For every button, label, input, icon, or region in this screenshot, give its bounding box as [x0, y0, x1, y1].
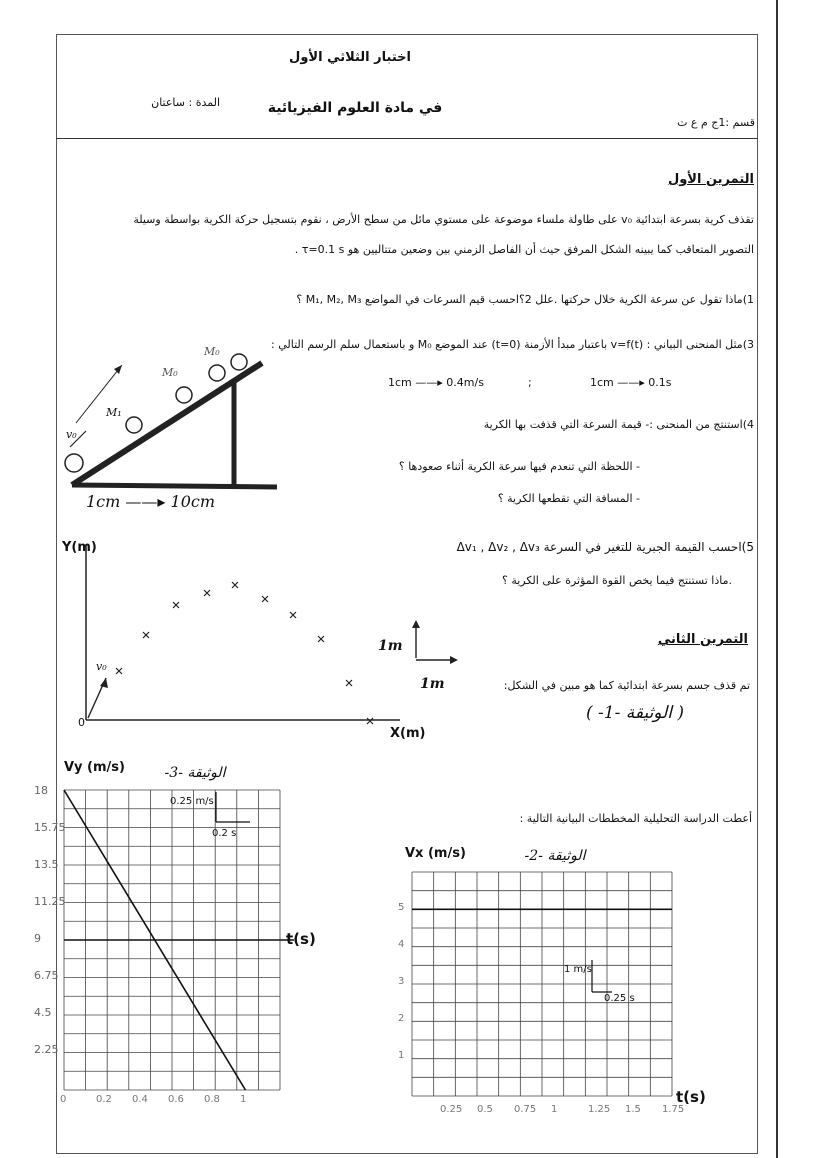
duration-label: المدة : ساعتان — [151, 96, 220, 109]
label-v0: v₀ — [66, 428, 77, 441]
doc3-xtick: 1 — [240, 1094, 247, 1105]
subject-title: في مادة العلوم الفيزيائية — [267, 100, 443, 116]
exam-title: اختبار الثلاثي الأول — [289, 50, 411, 65]
question-5-b: .ماذا تستنتج فيما يخص القوة المؤثرة على الكرية ؟ — [501, 574, 732, 587]
doc2-xtick: 0.25 — [440, 1104, 463, 1115]
label-m0-b: M₀ — [204, 345, 220, 358]
scale-time: 1cm ——▸ 0.1s — [590, 376, 672, 389]
doc2-ytick: 4 — [398, 939, 405, 950]
right-edge-line — [776, 0, 778, 1158]
doc2-ytick: 5 — [398, 902, 405, 913]
traj-scale-x: 1m — [420, 676, 445, 692]
doc2-scale-t: 0.25 s — [604, 993, 635, 1004]
doc2-xtick: 0.5 — [477, 1104, 493, 1115]
doc2-xtick: 1.25 — [588, 1104, 611, 1115]
scale-separator: ; — [528, 376, 532, 389]
traj-xlabel: X(m) — [390, 726, 426, 741]
doc3-ytick: 6.75 — [34, 969, 59, 982]
header-divider — [56, 138, 758, 139]
traj-scale-y: 1m — [378, 638, 403, 654]
doc3-ytick: 2.25 — [34, 1043, 59, 1056]
doc2-scale-v: 1 m/s — [564, 964, 592, 975]
doc3-ytick: 13.5 — [34, 858, 59, 871]
doc2-chart — [404, 868, 684, 1098]
question-4: 4)استنتج من المنحنى :- قيمة السرعة التي قذفت بها الكرية — [483, 418, 754, 431]
doc3-title: الوثيقة -3- — [164, 765, 226, 781]
doc2-xlabel: t(s) — [676, 1088, 706, 1106]
question-5: 5)احسب القيمة الجبرية للتغير في السرعة Δv₁ , Δv₂ , Δv₃ — [456, 540, 754, 554]
question-1-2: 1)ماذا تقول عن سرعة الكرية خلال حركتها .علل 2؟احسب قيم السرعات في المواضع M₁, M₂, M₃ ؟ — [296, 293, 754, 306]
doc2-ytick: 2 — [398, 1013, 405, 1024]
doc2-xtick: 0.75 — [514, 1104, 537, 1115]
doc2-ytick: 1 — [398, 1050, 405, 1061]
class-label: قسم :1ج م ع ت — [677, 116, 755, 129]
label-m0-a: M₀ — [162, 366, 178, 379]
doc3-ytick: 15.75 — [34, 821, 66, 834]
doc2-xtick: 1.5 — [625, 1104, 641, 1115]
figure-scale: 1cm ——▸ 10cm — [86, 492, 216, 511]
analysis-text: أعطت الدراسة التحليلية المخططات البيانية التالية : — [519, 812, 752, 825]
doc3-xtick: 0.8 — [204, 1094, 220, 1105]
traj-v0-label: v₀ — [96, 660, 107, 673]
doc3-xlabel: t(s) — [286, 930, 316, 948]
doc3-ylabel: Vy (m/s) — [64, 760, 125, 775]
doc3-xtick: 0.2 — [96, 1094, 112, 1105]
exercise2-intro: تم قذف جسم بسرعة ابتدائية كما هو مبين في الشكل: — [503, 679, 750, 692]
doc3-ytick: 18 — [34, 784, 48, 797]
doc3-ytick: 9 — [34, 932, 41, 945]
trajectory-plot — [60, 540, 420, 740]
label-m1: M₁ — [106, 406, 122, 419]
doc3-scale-v: 0.25 m/s — [170, 796, 214, 807]
question-3: 3)مثل المنحنى البياني : v=f(t) باعتبار مبدأ الأزمنة (t=0) عند الموضع M₀ و باستعمال سلم الرسم التالي : — [271, 338, 754, 351]
doc2-xtick: 1.75 — [662, 1104, 685, 1115]
doc3-scale-t: 0.2 s — [212, 828, 237, 839]
doc2-xtick: 1 — [551, 1104, 558, 1115]
doc1-label: ( الوثيقة -1- ) — [585, 703, 685, 723]
exercise1-heading: التمرين الأول — [667, 172, 754, 187]
doc3-ytick: 4.5 — [34, 1006, 52, 1019]
traj-ylabel: Y(m) — [62, 540, 97, 555]
exercise2-heading: التمرين الثاني — [657, 632, 748, 647]
doc3-xtick: 0 — [60, 1094, 67, 1105]
doc2-ytick: 3 — [398, 976, 405, 987]
exercise1-intro-2: التصوير المتعاقب كما يبينه الشكل المرفق حيث أن الفاصل الزمني بين وضعين متتاليين هو τ=0.1 s . — [294, 243, 754, 256]
exercise1-intro-1: تقذف كرية بسرعة ابتدائية v₀ على طاولة ملساء موضوعة على مستوي مائل من سطح الأرض ، نقوم بتسجيل حركة الكرية بواسطة وسيلة — [133, 213, 754, 226]
traj-origin: 0 — [78, 716, 85, 729]
doc2-title: الوثيقة -2- — [524, 848, 586, 864]
doc2-ylabel: Vx (m/s) — [405, 846, 466, 861]
question-4-c: - المسافة التي تقطعها الكرية ؟ — [497, 492, 640, 505]
doc3-ytick: 11.25 — [34, 895, 66, 908]
doc3-xtick: 0.6 — [168, 1094, 184, 1105]
question-4-b: - اللحظة التي تنعدم فيها سرعة الكرية أثناء صعودها ؟ — [398, 460, 640, 473]
doc3-chart — [56, 780, 296, 1100]
scale-speed: 1cm ——▸ 0.4m/s — [388, 376, 484, 389]
doc3-xtick: 0.4 — [132, 1094, 148, 1105]
